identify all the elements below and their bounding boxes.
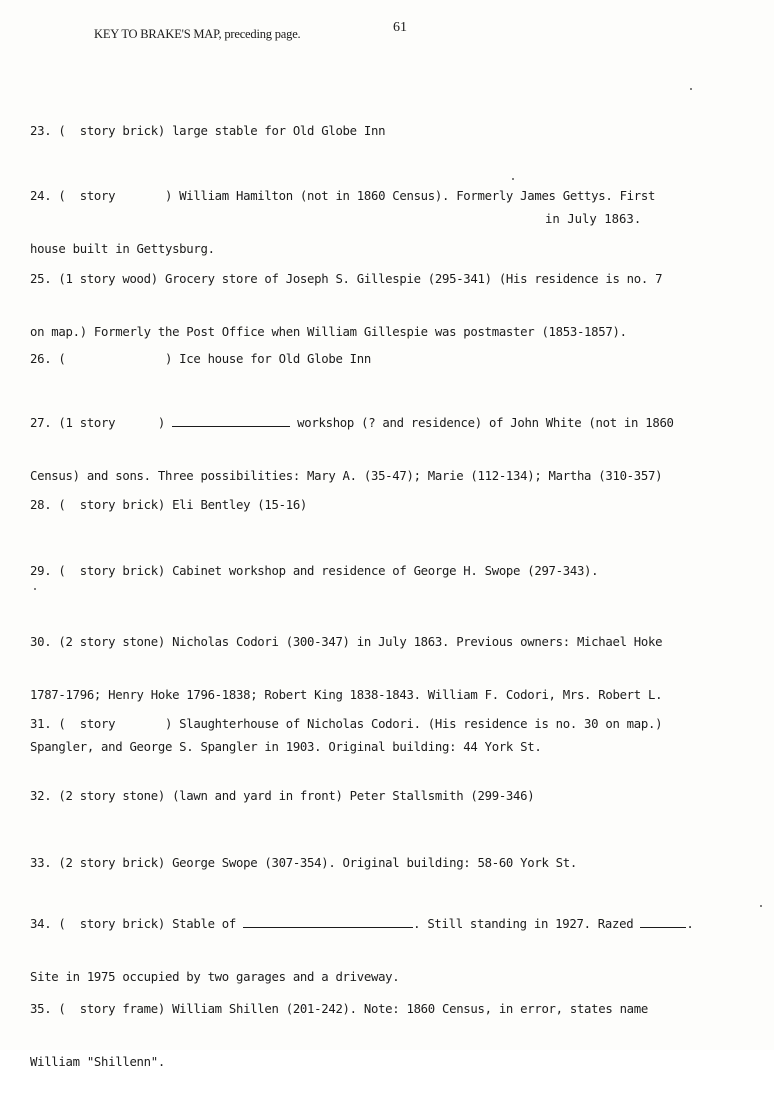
scan-speck — [34, 588, 36, 590]
entry-line: 26. ( ) Ice house for Old Globe Inn — [30, 352, 371, 366]
entry-line: house built in Gettysburg. — [30, 241, 215, 256]
entry-line: 35. ( story frame) William Shillen (201-242). Note: 1860 Census, in error, states name — [30, 1002, 648, 1016]
blank-line — [172, 415, 290, 427]
entry-text: . Still standing in 1927. Razed — [413, 917, 641, 931]
entry-line: 1787-1796; Henry Hoke 1796-1838; Robert King 1838-1843. William F. Codori, Mrs. Robert L. — [30, 687, 663, 702]
entry-line: on map.) Formerly the Post Office when William Gillespie was postmaster (1853-1857). — [30, 324, 627, 339]
entry-line: 31. ( story ) Slaughterhouse of Nicholas Codori. (His residence is no. 30 on map.) — [30, 717, 663, 731]
scan-speck — [760, 905, 762, 907]
blank-line — [640, 916, 686, 928]
entry-line: 29. ( story brick) Cabinet workshop and residence of George H. Swope (297-343). — [30, 564, 599, 578]
entry-text: . — [686, 917, 694, 931]
entry-line: 25. (1 story wood) Grocery store of Joseph S. Gillespie (295-341) (His residence is no. 7 — [30, 272, 663, 286]
entry-line: 30. (2 story stone) Nicholas Codori (300-347) in July 1863. Previous owners: Michael Hoke — [30, 635, 663, 649]
page-number: 61 — [393, 20, 407, 35]
entry-line: Site in 1975 occupied by two garages and a driveway. — [30, 969, 400, 984]
entry-line: 32. (2 story stone) (lawn and yard in front) Peter Stallsmith (299-346) — [30, 789, 535, 803]
entry-text: 27. (1 story ) — [30, 416, 173, 430]
scan-speck — [512, 178, 514, 180]
blank-line — [243, 916, 413, 928]
map-key-entry-35 — [30, 966, 770, 1106]
page-header-title: KEY TO BRAKE'S MAP, preceding page. — [94, 27, 301, 41]
entry-line: Census) and sons. Three possibilities: Mary A. (35-47); Marie (112-134); Martha (310-357) — [30, 468, 663, 483]
scan-speck — [690, 88, 692, 90]
entry-line — [30, 415, 770, 433]
entry-line — [30, 916, 770, 934]
entry-line: Spangler, and George S. Spangler in 1903. Original building: 44 York St. — [30, 740, 542, 754]
entry-text: 34. ( story brick) Stable of — [30, 917, 244, 931]
entry-line: 28. ( story brick) Eli Bentley (15-16) — [30, 498, 308, 512]
entry-line: William "Shillenn". — [30, 1054, 165, 1069]
entry-line: 23. ( story brick) large stable for Old Globe Inn — [30, 124, 386, 138]
insertion-note: in July 1863. — [545, 212, 642, 226]
entry-line: 24. ( story ) William Hamilton (not in 1860 Census). Formerly James Gettys. First — [30, 189, 656, 203]
entry-text: workshop (? and residence) of John White (not in 1860 — [290, 416, 674, 430]
entry-line: 33. (2 story brick) George Swope (307-354). Original building: 58-60 York St. — [30, 856, 577, 870]
